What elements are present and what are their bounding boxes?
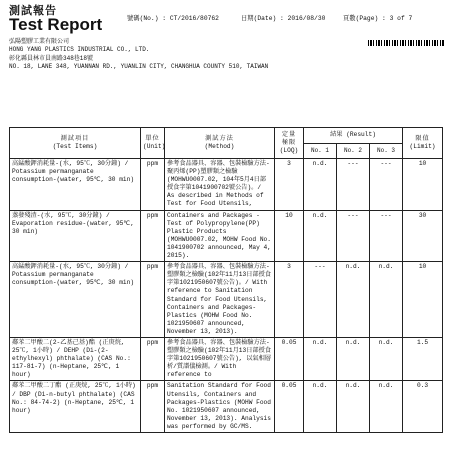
cell-item: 高錳酸鉀消耗量-(水, 95℃, 30分鐘) / Potassium permanganate consumption-(water, 95℃, 30 min) <box>10 159 141 211</box>
table-row <box>10 381 443 433</box>
cell-no1: --- <box>304 262 337 338</box>
page-indicator: 頁數(Page) : 3 of 7 <box>343 15 413 22</box>
cell-method: 參考食品器具、容器、包裝檢驗方法-塑膠類之檢驗(102年11月13日部授食字第1021950607號公告), 以氣相層析/質譜儀檢測。/ With reference to <box>165 337 275 380</box>
company-address-en: NO. 18, LANE 348, YUANNAN RD., YUANLIN CITY, CHANGHUA COUNTY 510, TAIWAN <box>9 62 269 70</box>
header-limit-en: (Limit) <box>409 143 436 150</box>
cell-no2: n.d. <box>337 337 370 380</box>
company-name-cn: 弘陽塑膠工業有限公司 <box>9 38 70 45</box>
report-title-en: Test Report <box>9 15 103 34</box>
company-address-cn: 彰化縣員林市員南路348巷18號 <box>9 54 94 62</box>
header-unit-en: (Unit) <box>143 143 166 150</box>
header-loq-cn: 定量 <box>281 130 297 138</box>
cell-unit: ppm <box>141 210 165 262</box>
cell-no3: --- <box>370 159 403 211</box>
header-limit-cn: 限值 <box>415 134 430 142</box>
cell-limit: 30 <box>403 210 443 262</box>
cell-item: 蒸發殘渣-(水, 95℃, 30分鐘) / Evaporation residue-(water, 95℃, 30 min) <box>10 210 141 262</box>
cell-loq: 0.05 <box>275 337 304 380</box>
cell-no2: --- <box>337 159 370 211</box>
cell-item: 鄰苯二甲酸二丁酯 (正庚烷, 25℃, 1小時) / DBP (Di-n-butyl phthalate) (CAS No.: 84-74-2) (n-Heptane, 25℃, 1 hour) <box>10 381 141 433</box>
cell-unit: ppm <box>141 381 165 433</box>
cell-item: 鄰苯二甲酸二(2-乙基己基)酯 (正庚烷, 25℃, 1小時) / DEHP (Di-(2-ethylhexyl) phthalate) (CAS No.: 117-81-7) (n-Heptane, 25℃, 1 hour) <box>10 337 141 380</box>
cell-no3: n.d. <box>370 337 403 380</box>
cell-no3: --- <box>370 210 403 262</box>
cell-unit: ppm <box>141 262 165 338</box>
cell-limit: 10 <box>403 159 443 211</box>
barcode-image <box>368 40 444 46</box>
cell-loq: 3 <box>275 262 304 338</box>
cell-no1: n.d. <box>304 210 337 262</box>
report-header <box>9 2 445 34</box>
cell-no1: n.d. <box>304 381 337 433</box>
cell-loq: 0.05 <box>275 381 304 433</box>
header-loq-en: (LOQ) <box>279 147 299 155</box>
cell-item: 高錳酸鉀消耗量-(水, 95℃, 30分鐘) / Potassium permanganate consumption-(water, 95℃, 30 min) <box>10 262 141 338</box>
cell-no3: n.d. <box>370 262 403 338</box>
cell-no1: n.d. <box>304 159 337 211</box>
report-number: 號碼(No.) : CT/2016/80762 <box>127 15 219 22</box>
cell-unit: ppm <box>141 337 165 380</box>
header-test-items <box>10 128 141 159</box>
cell-unit: ppm <box>141 159 165 211</box>
company-name-en: HONG YANG PLASTICS INDUSTRIAL CO., LTD. <box>9 46 150 54</box>
cell-no2: n.d. <box>337 381 370 433</box>
cell-loq: 10 <box>275 210 304 262</box>
cell-method: Containers and Packages - Test of Polypropylene(PP) Plastic Products (MOHWU0007.02, MOHW Food No. 1041900702 announced, May 4, 2015). <box>165 210 275 262</box>
header-result: 結果 (Result) <box>304 128 403 144</box>
table-row <box>10 337 443 380</box>
header-unit-cn: 單位 <box>145 134 160 142</box>
table-row <box>10 210 443 262</box>
cell-method: 參考食品器具、容器、包裝檢驗方法-塑膠類之檢驗(102年11月13日部授食字第1021950607號公告)。/ With reference to Sanitation Standard for Food Utensils, Containers and Packages-Plastics (MOHW Food No. 1021950607 announced, November 13, 2013). <box>165 262 275 338</box>
header-limit <box>403 128 443 159</box>
header-method-en: (Method) <box>204 143 235 150</box>
header-item-cn: 測試項目 <box>60 134 90 142</box>
header-method <box>165 128 275 159</box>
header-loq-cn2: 極限 <box>281 138 297 146</box>
cell-no2: n.d. <box>337 262 370 338</box>
header-method-cn: 測試方法 <box>205 134 234 142</box>
cell-no1: n.d. <box>304 337 337 380</box>
cell-loq: 3 <box>275 159 304 211</box>
results-table <box>9 127 443 433</box>
header-no1: No. 1 <box>304 143 337 159</box>
cell-method: 參考食品器具、容器、包裝檢驗方法-聚丙烯(PP)塑膠類之檢驗(MOHWU0007.02, 104年5月4日部授食字第1041900702號公告)。/ As described in Methods of Test for Food Utensils, <box>165 159 275 211</box>
header-unit <box>141 128 165 159</box>
cell-limit: 1.5 <box>403 337 443 380</box>
header-loq <box>275 128 304 159</box>
table-header-row <box>10 128 443 144</box>
cell-no2: --- <box>337 210 370 262</box>
cell-method: Sanitation Standard for Food Utensils, Containers and Packages-Plastics (MOHW Food No. 1021950607 announced, November 13, 2013). Analysis was performed by GC/MS. <box>165 381 275 433</box>
header-item-en: (Test Items) <box>52 143 98 150</box>
header-no3: No. 3 <box>370 143 403 159</box>
cell-limit: 0.3 <box>403 381 443 433</box>
cell-limit: 10 <box>403 262 443 338</box>
report-date: 日期(Date) : 2016/08/30 <box>241 15 326 22</box>
table-row <box>10 159 443 211</box>
table-row <box>10 262 443 338</box>
report-title-cn: 測試報告 <box>9 4 57 17</box>
header-no2: No. 2 <box>337 143 370 159</box>
cell-no3: n.d. <box>370 381 403 433</box>
